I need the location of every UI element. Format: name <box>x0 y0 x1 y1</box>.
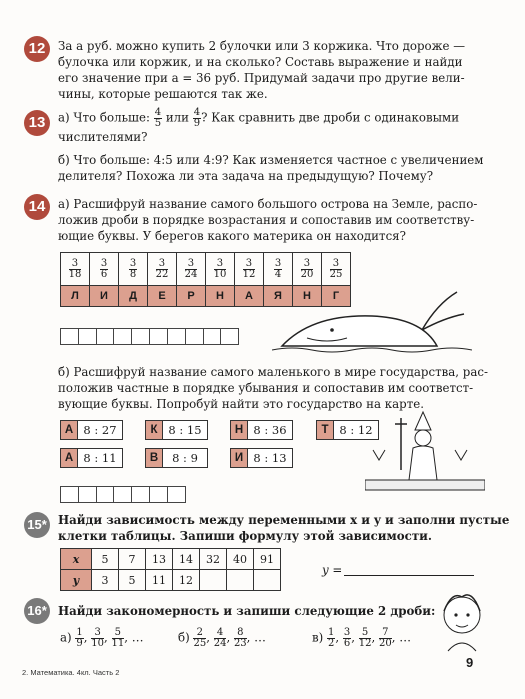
y-cell: 11 <box>146 570 173 591</box>
formula-line[interactable] <box>344 575 474 576</box>
fraction: $\frac{2}{25}$ <box>193 627 207 649</box>
letter-cell: Я <box>264 286 293 307</box>
fraction-cell <box>61 253 90 286</box>
fraction: $\frac{1}{2}$ <box>328 627 335 649</box>
fraction: $\frac{3}{6}$ <box>100 257 108 280</box>
country-answer-cells[interactable] <box>60 486 185 503</box>
x-cell: 7 <box>119 549 146 570</box>
answer-cell[interactable] <box>185 328 204 345</box>
quotient-chip: Т 8 : 12 <box>316 420 379 440</box>
answer-cell[interactable] <box>113 328 132 345</box>
answer-cell[interactable] <box>60 486 79 503</box>
task-12-badge: 12 <box>24 36 50 62</box>
fraction: $\frac{3}{18}$ <box>68 257 82 280</box>
whale-illustration <box>272 284 472 364</box>
fraction-cell <box>293 253 322 286</box>
task-12-text: За а руб. можно купить 2 булочки или 3 коржика. Что дороже — булочка или коржик, и на сколько? Составь выражение и найди его значение при а = 36 руб. Придумай задачи про другие вели- чины, которые решаются так же. <box>58 39 466 101</box>
task-13-badge: 13 <box>24 110 50 136</box>
x-row: x 5 7 13 14 32 40 91 <box>61 549 281 570</box>
fraction: $\frac{3}{20}$ <box>300 257 314 280</box>
fraction: $\frac{3}{12}$ <box>242 257 256 280</box>
fraction: $\frac{3}{10}$ <box>91 627 104 649</box>
quotient-chip: А 8 : 11 <box>60 448 123 468</box>
answer-cell[interactable] <box>96 328 115 345</box>
fraction-cell <box>119 253 148 286</box>
fraction: $\frac{3}{6}$ <box>343 627 351 649</box>
task-14-b: б) Расшифруй название самого маленького в мире государства, рас- положив частные в порядке убывания и сопоставив им соответст- вующие буквы. Попробуй найти это государство на карте. <box>58 365 488 411</box>
x-cell: 32 <box>200 549 227 570</box>
y-cell[interactable] <box>254 570 281 591</box>
fraction: $\frac{3}{8}$ <box>129 257 137 280</box>
answer-cell[interactable] <box>96 486 115 503</box>
x-cell: 13 <box>146 549 173 570</box>
fraction: $\frac{4}{9}$ <box>193 107 201 129</box>
xy-table <box>60 548 281 591</box>
letter-cell: Е <box>148 286 177 307</box>
letter-cell: Г <box>322 286 351 307</box>
quotient-chip: А 8 : 27 <box>60 420 123 440</box>
fraction-cell <box>148 253 177 286</box>
sequence-b: б) $\frac{2}{25}$ , $\frac{4}{24}$ , $\frac{8}{23}$ , … <box>178 627 266 649</box>
fraction: $\frac{3}{10}$ <box>213 257 227 280</box>
answer-cell[interactable] <box>167 486 186 503</box>
answer-cell[interactable] <box>60 328 79 345</box>
y-cell: 5 <box>119 570 146 591</box>
x-cell: 5 <box>92 549 119 570</box>
fraction-cell <box>90 253 119 286</box>
letter-cell: Л <box>61 286 90 307</box>
fraction-cell <box>177 253 206 286</box>
fraction-cell <box>322 253 351 286</box>
letter-cell: Н <box>293 286 322 307</box>
formula-label: y = <box>322 563 343 577</box>
task-14-badge: 14 <box>24 194 50 220</box>
fraction: $\frac{5}{11}$ <box>111 627 125 649</box>
task-13-a: а) Что больше: $\frac{4}{5}$ или $\frac{4}{9}$ ? Как сравнить две дроби с одинаковыми числителями? <box>58 107 460 144</box>
task-16-badge: 16* <box>24 598 50 624</box>
answer-cell[interactable] <box>167 328 186 345</box>
answer-cell[interactable] <box>203 328 222 345</box>
boy-illustration <box>432 585 492 655</box>
answer-cell[interactable] <box>113 486 132 503</box>
quotient-chip: Н 8 : 36 <box>230 420 293 440</box>
fraction: $\frac{4}{5}$ <box>154 107 162 129</box>
y-cell: 3 <box>92 570 119 591</box>
fraction-cell <box>264 253 293 286</box>
fraction: $\frac{3}{25}$ <box>329 257 343 280</box>
task-16-text: Найди закономерность и запиши следующие 2 дроби: <box>58 604 436 618</box>
quotient-chip: В 8 : 9 <box>145 448 208 468</box>
fraction: $\frac{4}{24}$ <box>213 627 227 649</box>
answer-cell[interactable] <box>149 328 168 345</box>
fraction: $\frac{7}{20}$ <box>378 627 392 649</box>
answer-cell[interactable] <box>78 328 97 345</box>
letter-cell: А <box>235 286 264 307</box>
quotient-chip: И 8 : 13 <box>230 448 293 468</box>
answer-cell[interactable] <box>131 328 150 345</box>
sequence-c: в) $\frac{1}{2}$ , $\frac{3}{6}$ , $\frac{5}{12}$ , $\frac{7}{20}$ , … <box>312 627 412 649</box>
fraction: $\frac{3}{24}$ <box>184 257 198 280</box>
answer-cell[interactable] <box>131 486 150 503</box>
pope-illustration <box>365 410 485 498</box>
fraction: $\frac{1}{9}$ <box>76 627 83 649</box>
fraction: $\frac{5}{12}$ <box>358 627 372 649</box>
answer-cell[interactable] <box>220 328 239 345</box>
task-13-b: б) Что больше: 4:5 или 4:9? Как изменяется частное с увеличением делителя? Похожа ли эта задача на предыдущую? Почему? <box>58 153 484 183</box>
footer-text: 2. Математика. 4кл. Часть 2 <box>22 668 120 677</box>
fraction: $\frac{3}{4}$ <box>274 257 282 280</box>
letter-cell: Н <box>206 286 235 307</box>
answer-cell[interactable] <box>78 486 97 503</box>
page-number: 9 <box>466 655 474 670</box>
fraction-row <box>61 253 351 286</box>
x-cell: 14 <box>173 549 200 570</box>
task-15-badge: 15* <box>24 512 50 538</box>
y-cell[interactable] <box>227 570 254 591</box>
y-cell: 12 <box>173 570 200 591</box>
fraction: $\frac{3}{22}$ <box>155 257 169 280</box>
answer-cell[interactable] <box>149 486 168 503</box>
quotient-chip: К 8 : 15 <box>145 420 208 440</box>
fraction-cell <box>235 253 264 286</box>
task-15-text: Найди зависимость между переменными x и y и заполни пустые клетки таблицы. Запиши формулу этой зависимости. <box>58 513 510 543</box>
fraction-cell <box>206 253 235 286</box>
x-cell: 40 <box>227 549 254 570</box>
sequence-a: а) $\frac{1}{9}$ , $\frac{3}{10}$ , $\frac{5}{11}$ , … <box>60 627 144 649</box>
letter-cell: Д <box>119 286 148 307</box>
y-cell[interactable] <box>200 570 227 591</box>
y-row: y 3 5 11 12 <box>61 570 281 591</box>
x-cell: 91 <box>254 549 281 570</box>
letter-cell: И <box>90 286 119 307</box>
letter-cell: Р <box>177 286 206 307</box>
fraction: $\frac{8}{23}$ <box>233 627 247 649</box>
island-answer-cells[interactable] <box>60 328 238 345</box>
task-14-a: а) Расшифруй название самого большого острова на Земле, распо- ложив дроби в порядке возрастания и сопоставив им соответству- ющие буквы. У берегов какого материка он находится? <box>58 197 478 243</box>
